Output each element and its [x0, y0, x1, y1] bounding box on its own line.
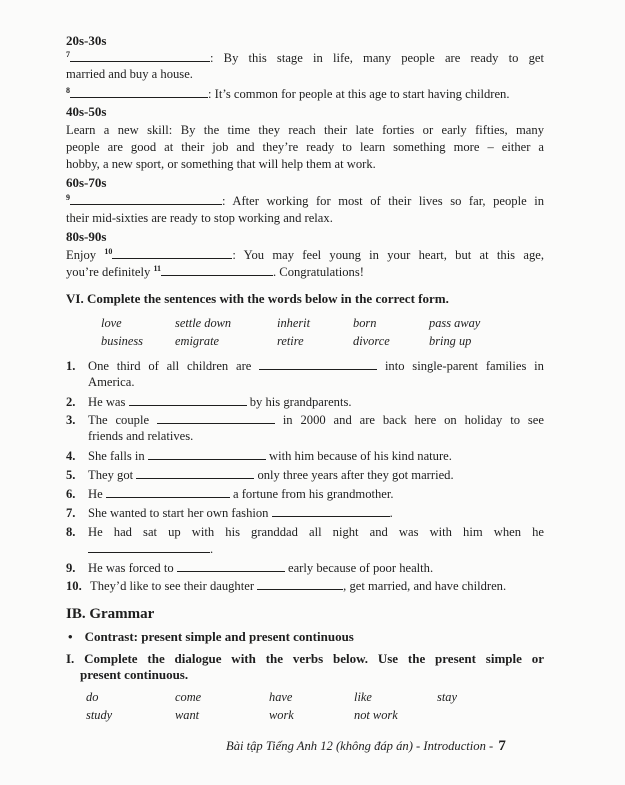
answer-blank-9[interactable] [70, 193, 222, 205]
word-bank-item: pass away [429, 316, 481, 330]
question-9-line-1 [66, 193, 544, 209]
word-bank-item: bring up [429, 334, 472, 348]
question-11-text: . Congratulations! [273, 265, 364, 279]
item-2-pre: He was [88, 395, 126, 409]
section-40s-line-1: Learn a new skill: By the time they reach their late forties or early fifties, many [66, 123, 544, 137]
item-number: 3. [66, 413, 76, 427]
item-6-pre: He [88, 487, 103, 501]
item-3-post: in 2000 and are back here on holiday to see [282, 413, 544, 427]
verb-bank-item: like [354, 690, 372, 704]
item-3-continuation: friends and relatives. [88, 429, 194, 443]
question-8 [66, 86, 544, 102]
verb-bank-item: work [269, 708, 294, 722]
word-bank-item: retire [277, 334, 304, 348]
verb-bank-item: study [86, 708, 113, 722]
item-9 [88, 560, 544, 576]
word-bank-item: born [353, 316, 377, 330]
item-4-pre: She falls in [88, 449, 145, 463]
item-6-post: a fortune from his grandmother. [233, 487, 394, 501]
heading-80s-90s: 80s-90s [66, 229, 107, 244]
question-number-8: 8 [66, 86, 70, 95]
word-bank-item: love [101, 316, 122, 330]
item-6 [88, 486, 544, 502]
item-9-pre: He was forced to [88, 561, 174, 575]
section-vi-title: VI. Complete the sentences with the words below in the correct form. [66, 291, 449, 306]
answer-blank-vi-8[interactable] [88, 541, 210, 553]
item-2-post: by his grandparents. [249, 395, 352, 409]
heading-40s-50s: 40s-50s [66, 104, 107, 119]
item-5 [88, 467, 544, 483]
item-5-pre: They got [88, 468, 134, 482]
item-number: 5. [66, 468, 76, 482]
page-number: 7 [498, 738, 506, 754]
answer-blank-8[interactable] [70, 86, 208, 98]
enjoy-text: Enjoy [66, 248, 97, 262]
question-number-7: 7 [66, 50, 70, 59]
item-number: 7. [66, 506, 76, 520]
item-number: 1. [66, 359, 76, 373]
answer-blank-vi-3[interactable] [157, 412, 275, 424]
question-10-line-2 [66, 264, 544, 280]
item-number: 4. [66, 449, 76, 463]
item-number: 9. [66, 561, 76, 575]
question-number-9: 9 [66, 193, 70, 202]
verb-bank-item: come [175, 690, 202, 704]
question-number-10: 10 [104, 247, 113, 256]
item-1-continuation: America. [88, 375, 135, 389]
answer-blank-vi-9[interactable] [177, 560, 285, 572]
bullet-icon: • [68, 629, 73, 644]
question-9-text: : After working for most of their lives so far, people in [222, 194, 544, 208]
word-bank-item: settle down [175, 316, 232, 330]
answer-blank-vi-2[interactable] [129, 394, 247, 406]
answer-blank-7[interactable] [70, 50, 210, 62]
word-bank-item: inherit [277, 316, 311, 330]
verb-bank-item: have [269, 690, 293, 704]
word-bank-item: emigrate [175, 334, 220, 348]
verb-bank-item: want [175, 708, 200, 722]
answer-blank-10[interactable] [112, 247, 232, 259]
answer-blank-vi-10[interactable] [257, 578, 343, 590]
item-8-post: . [210, 542, 214, 556]
verb-bank-item: do [86, 690, 99, 704]
verb-bank-item: stay [437, 690, 457, 704]
item-number: 10. [66, 579, 82, 593]
question-9-line-2: their mid-sixties are ready to stop working and relax. [66, 211, 333, 225]
question-10-line-2-pre: you’re definitely [66, 265, 151, 279]
item-number: 6. [66, 487, 76, 501]
item-1-pre: One third of all children are [88, 359, 252, 373]
item-8: He had sat up with his granddad all night and was with him when he [88, 525, 544, 539]
item-10-post: , get married, and have children. [343, 579, 507, 593]
item-2 [88, 394, 544, 410]
item-number: 2. [66, 395, 76, 409]
grammar-heading: IB. Grammar [66, 606, 155, 622]
item-4-post: with him because of his kind nature. [268, 449, 452, 463]
question-10-text: : You may feel young in your heart, but at this age, [232, 248, 544, 262]
item-3 [88, 412, 544, 428]
grammar-task-line-1: I. Complete the dialogue with the verbs below. Use the present simple or [66, 651, 544, 666]
item-7-pre: She wanted to start her own fashion [88, 506, 269, 520]
item-3-pre: The couple [88, 413, 150, 427]
item-9-post: early because of poor health. [288, 561, 434, 575]
item-7-post: . [389, 506, 393, 520]
section-40s-line-2: people are good at their job and they’re ready to learn something more – either a [66, 140, 544, 154]
question-10-line-1 [66, 247, 544, 263]
item-number: 8. [66, 525, 76, 539]
answer-blank-vi-5[interactable] [136, 467, 254, 479]
item-8-continuation [88, 541, 544, 557]
heading-20s-30s: 20s-30s [66, 33, 107, 48]
word-bank-item: divorce [353, 334, 390, 348]
answer-blank-11[interactable] [161, 264, 273, 276]
verb-bank-item: not work [354, 708, 398, 722]
page-footer [226, 738, 506, 755]
answer-blank-vi-6[interactable] [106, 486, 230, 498]
item-1 [88, 358, 544, 374]
word-bank-item: business [101, 334, 143, 348]
question-7-line-1 [66, 50, 544, 66]
question-7-line-2: married and buy a house. [66, 67, 193, 81]
item-10-pre: They’d like to see their daughter [90, 579, 255, 593]
question-7-text: : By this stage in life, many people are ready to get [210, 51, 544, 65]
grammar-task-line-2: present continuous. [80, 667, 189, 682]
question-8-text: : It’s common for people at this age to start having children. [208, 87, 510, 101]
answer-blank-vi-1[interactable] [259, 358, 377, 370]
question-number-11: 11 [153, 264, 161, 273]
section-40s-line-3: hobby, a new sport, or something that will help them at work. [66, 157, 376, 171]
answer-blank-vi-7[interactable] [272, 505, 390, 517]
item-7 [88, 505, 544, 521]
grammar-topic [68, 629, 354, 645]
item-5-post: only three years after they got married. [257, 468, 454, 482]
footer-text: Bài tập Tiếng Anh 12 (không đáp án) - Introduction - [226, 739, 494, 753]
heading-60s-70s: 60s-70s [66, 175, 107, 190]
item-1-post: into single-parent families in [384, 359, 544, 373]
grammar-topic-text: Contrast: present simple and present continuous [84, 629, 354, 644]
item-4 [88, 448, 544, 464]
answer-blank-vi-4[interactable] [148, 448, 266, 460]
item-10 [90, 578, 546, 594]
